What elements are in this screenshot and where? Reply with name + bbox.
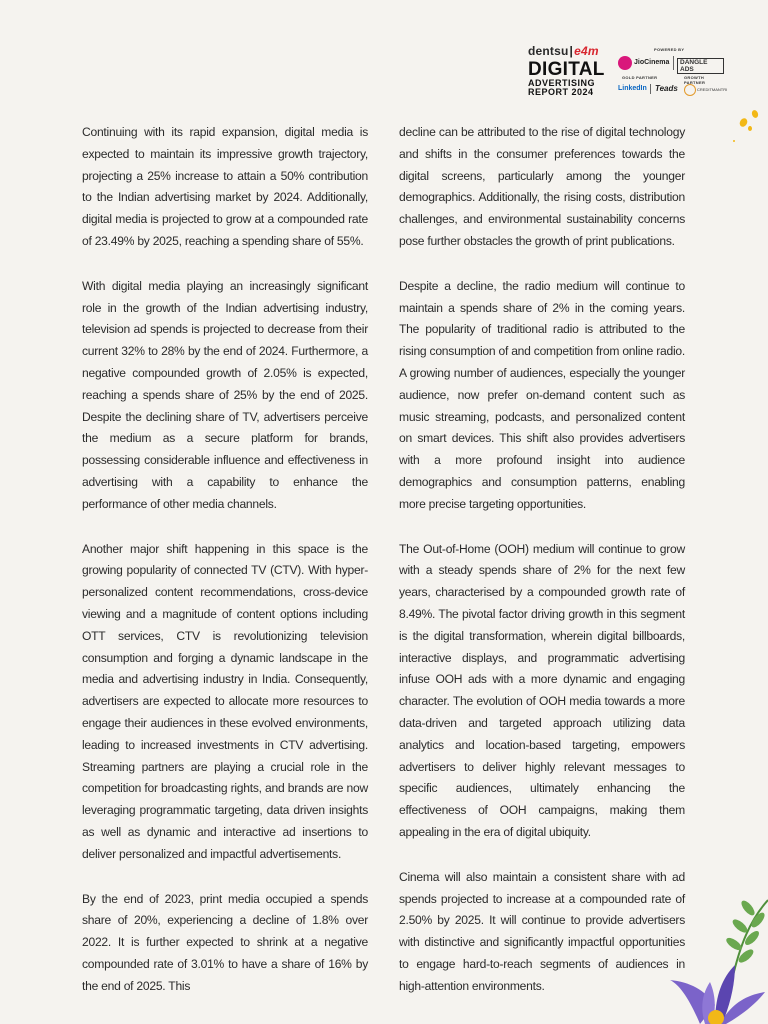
growth-partner-name: CREDITMANTRI (697, 87, 728, 92)
right-text-column (399, 122, 685, 1020)
decorative-dot (748, 126, 752, 131)
paragraph-radio: Despite a decline, the radio medium will continue to maintain a spends share of 2% in the coming years. The popularity of traditional radio is attributed to the rising consumption of and competition from online radio. A growing number of audiences, especially the younger audience, now prefer on-demand content such as music streaming, podcasts, and personalized content on smart devices. This shift also provides advertisers with a more profound insight into audience demographics and consumption patterns, enabling more precise targeting opportunities. (399, 278, 685, 511)
paragraph-ooh: The Out-of-Home (OOH) medium will continue to grow with a steady spends share of 2% for the next few years, characterised by a compounded growth rate of 8.49%. The pivotal factor driving growth in this segment is the digital transformation, wherein digital billboards, interactive displays, and programmatic advertising infuse OOH ads with a more dynamic and engaging character. The evolution of OOH media towards a more data-driven and targeted approach utilizing data analytics and location-based targeting, empowers advertisers to deliver highly relevant messages to specific audiences, ultimately enhancing the effectiveness of OOH campaigns, making them appealing in the era of digital ubiquity. (399, 541, 685, 839)
jiocinema-logo-icon (618, 56, 632, 70)
report-title-line3: REPORT 2024 (528, 87, 594, 97)
report-title-line1: DIGITAL (528, 59, 605, 80)
decorative-dot (751, 109, 759, 119)
paragraph-ctv: Another major shift happening in this space is the growing popularity of connected TV (CTV). With hyper-personalized content recommendations, cross-device viewing and a magnitude of content options including OTT services, CTV is revolutionizing television consumption and forging a dynamic landscape in the media and advertising industry in India. Consequently, advertisers are expected to allocate more resources to engage their audiences in these evolved environments, leading to increased investments in CTV advertising. Streaming partners are playing a crucial role in the competition for broadcasting rights, and brands are now leveraging programmatic targeting, data driven insights as well as dynamic and interactive ad insertions to deliver personalized and impactful advertisements. (82, 541, 368, 861)
report-title-line2: ADVERTISING (528, 78, 596, 88)
e4m-wordmark: e4m (574, 44, 599, 58)
gold-partner-label: GOLD PARTNER (622, 75, 658, 80)
paragraph-print-media: By the end of 2023, print media occupied a spends share of 20%, experiencing a decline of 1.8% over 2022. It is further expected to shrink at a negative compounded rate of 3.01% to have a share of 16% by the end of 2025. This (82, 891, 368, 993)
paragraph-digital-media: Continuing with its rapid expansion, digital media is expected to maintain its impressive growth trajectory, projecting a 25% increase to attain a 50% contribution to the Indian advertising market by 2024. Additionally, digital media is projected to grow at a compounded rate of 23.49% by 2025, reaching a spending share of 55%. (82, 125, 368, 248)
brand-logo: dentsu|e4m (528, 44, 599, 58)
sponsor-divider (673, 56, 674, 70)
left-text-column (82, 122, 368, 1020)
decorative-dot (738, 117, 749, 128)
growth-partner-logo-icon (684, 84, 696, 96)
report-header (524, 44, 728, 100)
dangle-ads-logo: DANGLE ADS (677, 58, 724, 74)
paragraph-print-decline: decline can be attributed to the rise of digital technology and shifts in the consumer preferences towards the digital screens, particularly among the younger demographics. Additionally, the rising costs, distribution challenges, and environmental sustainability concerns pose further obstacles the growth of print publications. (399, 125, 685, 248)
powered-by-label: POWERED BY (654, 47, 685, 52)
sponsor-divider (650, 84, 651, 94)
dentsu-wordmark: dentsu (528, 44, 569, 58)
paragraph-television: With digital media playing an increasingly significant role in the growth of the Indian advertising industry, television ad spends is projected to decrease from their current 32% to 28% by the end of 2024. Furthermore, a negative compounded growth of 2.05% is expected, reaching a spends share of 25% by the end of 2025. Despite the declining share of TV, advertisers perceive the medium as a secure platform for brands, possessing considerable influence and effectiveness in advertising with a capability to enhance the performance of other media channels. (82, 278, 368, 511)
teads-logo: Teads (655, 84, 678, 93)
linkedin-logo: LinkedIn (618, 85, 647, 92)
decorative-dot (733, 140, 735, 142)
jiocinema-name: JioCinema (634, 59, 670, 66)
growth-partner-label: GROWTH PARTNER (684, 75, 706, 85)
paragraph-cinema: Cinema will also maintain a consistent share with ad spends projected to increase at a compounded rate of 2.50% by 2025. It will continue to provide advertisers with distinctive and significantly impactful opportunities to engage hard-to-reach segments of audiences in high-attention environments. (399, 869, 685, 993)
flower-decoration-icon (660, 890, 768, 1024)
